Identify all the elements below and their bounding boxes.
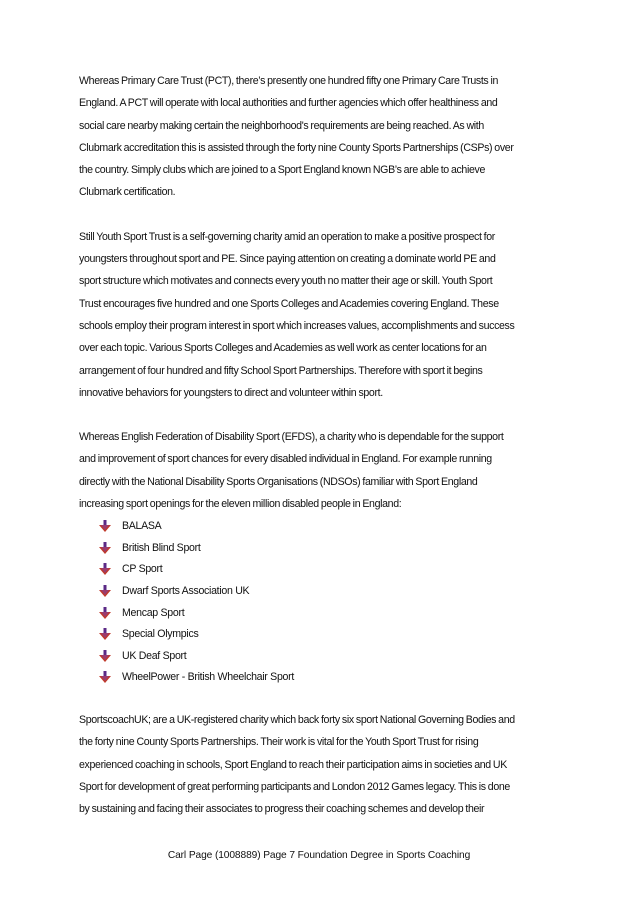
list-item — [99, 667, 569, 689]
arrow-down-bullet-icon — [99, 542, 111, 554]
text-line: Clubmark certification. — [79, 186, 176, 199]
list-item-label: UK Deaf Sport — [122, 649, 187, 662]
text-line: directly with the National Disability Sports Organisations (NDSOs) familiar with Sport England — [79, 475, 478, 488]
list-item-label: Special Olympics — [122, 628, 199, 641]
list-item-label: CP Sport — [122, 563, 163, 576]
ndso-bullet-list — [79, 515, 569, 688]
text-line: the forty nine County Sports Partnerships. Their work is vital for the Youth Sport Trust for rising — [79, 736, 479, 749]
text-line: Clubmark accreditation this is assisted through the forty nine County Sports Partnerships (CSPs) over — [79, 141, 514, 154]
text-line: and improvement of sport chances for every disabled individual in England. For example running — [79, 453, 492, 466]
text-line: schools employ their program interest in sport which increases values, accomplishments and success — [79, 319, 515, 332]
list-item — [99, 515, 569, 537]
text-line: Trust encourages five hundred and one Sports Colleges and Academies covering England. These — [79, 297, 499, 310]
list-item-label: BALASA — [122, 520, 162, 533]
list-item-label: British Blind Sport — [122, 541, 201, 554]
text-line: England. A PCT will operate with local authorities and further agencies which offer healthiness and — [79, 97, 498, 110]
arrow-down-bullet-icon — [99, 628, 111, 640]
text-line: Still Youth Sport Trust is a self-governing charity amid an operation to make a positive prospect for — [79, 230, 495, 243]
list-item — [99, 602, 569, 624]
text-line: Whereas Primary Care Trust (PCT), there’s presently one hundred fifty one Primary Care Trusts in — [79, 75, 499, 87]
text-line: innovative behaviors for youngsters to direct and volunteer within sport. — [79, 386, 383, 399]
paragraph-youth-sport-trust — [79, 226, 569, 404]
list-item — [99, 537, 569, 559]
list-item — [99, 580, 569, 602]
text-line: experienced coaching in schools, Sport England to reach their participation aims in societies and UK — [79, 758, 507, 771]
text-line: youngsters throughout sport and PE. Since paying attention on creating a dominate world PE and — [79, 253, 496, 266]
text-line: increasing sport openings for the eleven million disabled people in England: — [79, 498, 402, 511]
text-line: the country. Simply clubs which are joined to a Sport England known NGB’s are able to achieve — [79, 164, 486, 177]
arrow-down-bullet-icon — [99, 585, 111, 597]
list-item — [99, 623, 569, 645]
text-line: over each topic. Various Sports Colleges and Academies as well work as center locations for an — [79, 342, 487, 355]
arrow-down-bullet-icon — [99, 607, 111, 619]
list-item — [99, 559, 569, 581]
page-footer: Carl Page (1008889) Page 7 Foundation Degree in Sports Coaching — [167, 850, 471, 861]
arrow-down-bullet-icon — [99, 650, 111, 662]
text-line: SportscoachUK; are a UK-registered charity which back forty six sport National Governing Bodies and — [79, 714, 515, 727]
list-item-label: Mencap Sport — [122, 606, 185, 619]
list-item — [99, 645, 569, 667]
text-line: sport structure which motivates and connects every youth no matter their age or skill. Youth Sport — [79, 275, 493, 288]
page-body — [79, 70, 569, 843]
text-line: social care nearby making certain the neighborhood's requirements are being reached. As with — [79, 119, 484, 132]
list-item-label: WheelPower - British Wheelchair Sport — [122, 671, 294, 684]
paragraph-efds — [79, 426, 569, 515]
text-line: arrangement of four hundred and fifty School Sport Partnerships. Therefore with sport it begins — [79, 364, 483, 377]
arrow-down-bullet-icon — [99, 520, 111, 532]
paragraph-sportscoach-uk — [79, 709, 569, 820]
text-line: by sustaining and facing their associates to progress their coaching schemes and develop their — [79, 803, 485, 816]
paragraph-primary-care-trust — [79, 70, 569, 204]
text-line: Sport for development of great performing participants and London 2012 Games legacy. This is done — [79, 780, 510, 793]
list-item-label: Dwarf Sports Association UK — [122, 584, 250, 597]
text-line: Whereas English Federation of Disability Sport (EFDS), a charity who is dependable for the support — [79, 431, 504, 444]
arrow-down-bullet-icon — [99, 563, 111, 575]
arrow-down-bullet-icon — [99, 671, 111, 683]
